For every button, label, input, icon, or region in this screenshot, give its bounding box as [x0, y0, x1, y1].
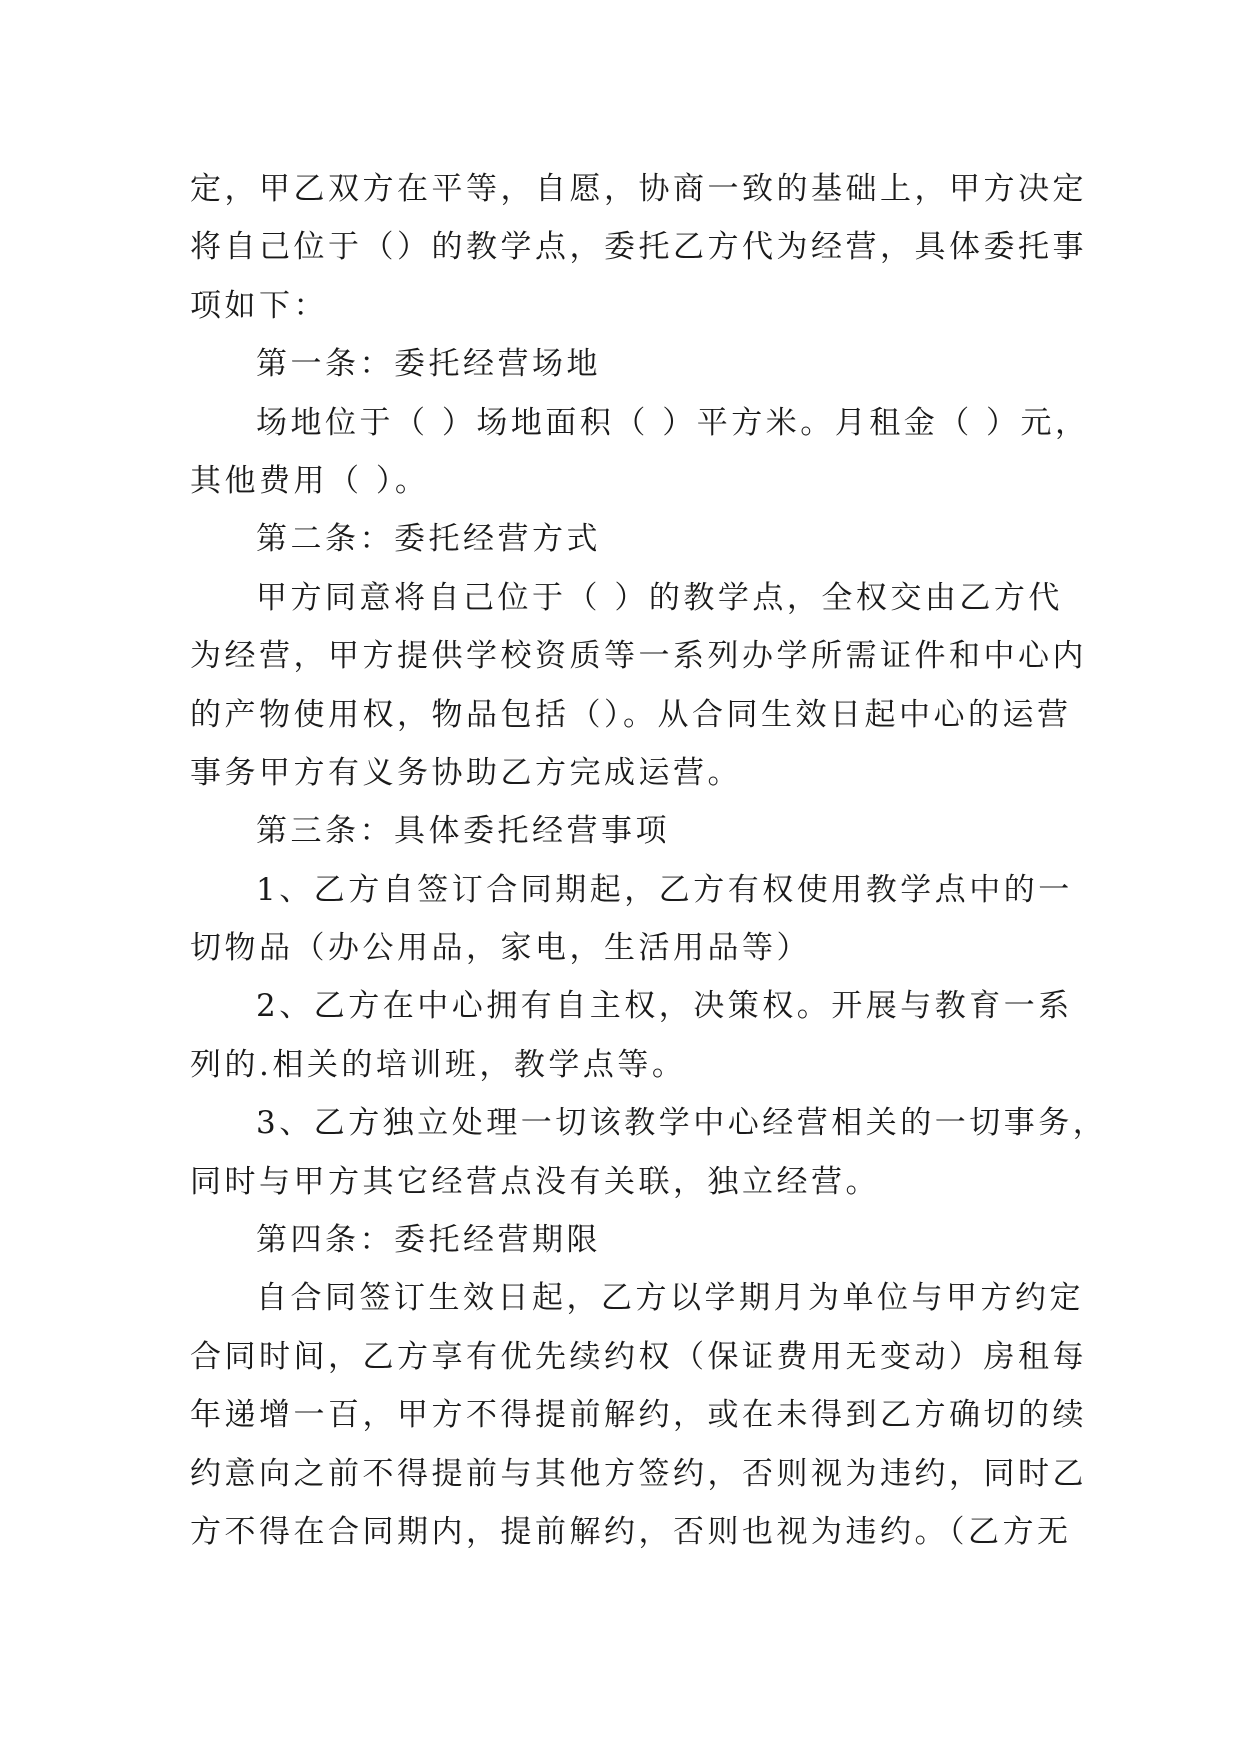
text-line: 切物品（办公用品，家电，生活用品等） [190, 930, 811, 967]
text-line: 第二条：委托经营方式 [256, 521, 601, 558]
text-line: 其他费用（ ）。 [190, 462, 430, 499]
text-line: 场地位于（ ）场地面积（ ）平方米。月租金（ ）元， [256, 404, 1090, 441]
text-line: 的产物使用权，物品包括（）。从合同生效日起中心的运营 [190, 696, 1072, 733]
text-line: 约意向之前不得提前与其他方签约，否则视为违约，同时乙 [190, 1455, 1087, 1492]
text-line: 列的.相关的培训班，教学点等。 [190, 1046, 687, 1083]
text-line: 方不得在合同期内，提前解约，否则也视为违约。（乙方无 [190, 1513, 1072, 1550]
text-line: 将自己位于（）的教学点，委托乙方代为经营，具体委托事 [190, 229, 1087, 266]
text-line: 项如下： [190, 287, 328, 324]
text-line: 为经营，甲方提供学校资质等一系列办学所需证件和中心内 [190, 638, 1087, 675]
text-line: 甲方同意将自己位于（ ）的教学点，全权交由乙方代 [256, 579, 1063, 616]
text-line: 合同时间，乙方享有优先续约权（保证费用无变动）房租每 [190, 1338, 1087, 1375]
document-body [190, 160, 1108, 1561]
text-line: 同时与甲方其它经营点没有关联，独立经营。 [190, 1163, 880, 1200]
text-line: 事务甲方有义务协助乙方完成运营。 [190, 754, 742, 791]
text-line: 第四条：委托经营期限 [256, 1222, 601, 1259]
text-line: 第三条：具体委托经营事项 [256, 813, 670, 850]
text-line: 自合同签订生效日起，乙方以学期月为单位与甲方约定 [256, 1280, 1084, 1317]
text-line: 2、乙方在中心拥有自主权，决策权。开展与教育一系 [256, 988, 1073, 1025]
text-line: 年递增一百，甲方不得提前解约，或在未得到乙方确切的续 [190, 1397, 1087, 1434]
text-line: 1、乙方自签订合同期起，乙方有权使用教学点中的一 [256, 871, 1073, 908]
text-line: 第一条：委托经营场地 [256, 346, 601, 383]
text-line: 3、乙方独立处理一切该教学中心经营相关的一切事务， [256, 1105, 1108, 1142]
text-line: 定，甲乙双方在平等，自愿，协商一致的基础上，甲方决定 [190, 171, 1087, 207]
